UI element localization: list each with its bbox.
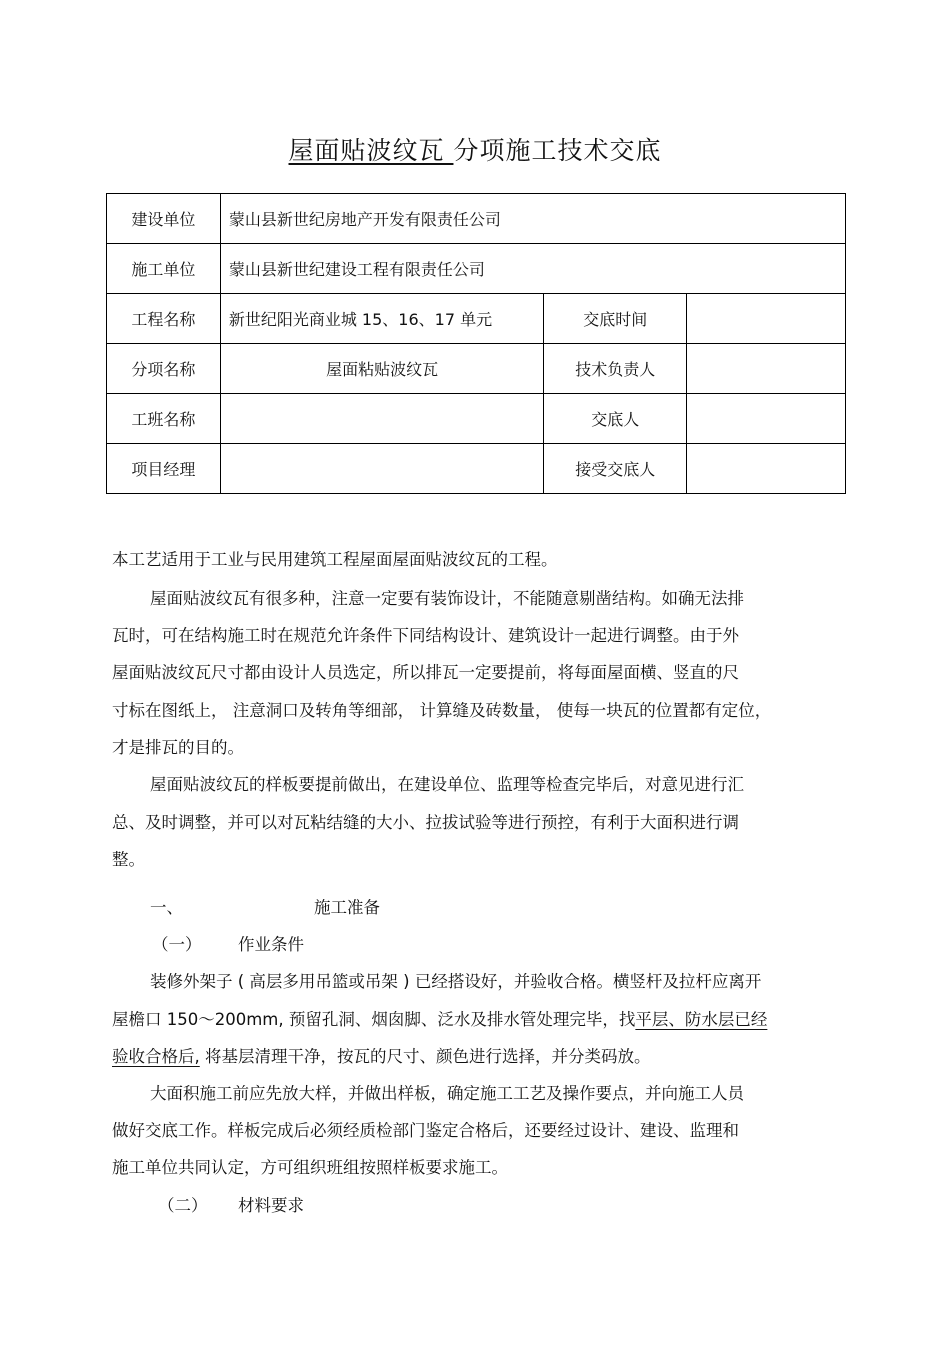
- label-builder-unit: 施工单位: [107, 244, 221, 294]
- paragraph-line: 屋面贴波纹瓦有很多种，注意一定要有装饰设计，不能随意剔凿结构。如确无法排: [150, 589, 744, 608]
- paragraph-line: 瓦时，可在结构施工时在规范允许条件下同结构设计、建筑设计一起进行调整。由于外: [112, 626, 739, 645]
- subsection-title: 作业条件: [238, 935, 304, 954]
- label-crew-name: 工班名称: [107, 394, 221, 444]
- paragraph-line: [112, 1043, 651, 1067]
- label-handover-person: 交底人: [544, 394, 687, 444]
- subsection-number: （二）: [158, 1196, 208, 1215]
- value-builder-unit: 蒙山县新世纪建设工程有限责任公司: [220, 244, 845, 294]
- value-project-name: 新世纪阳光商业城 15、16、17 单元: [220, 294, 544, 344]
- paragraph-line: 总、及时调整，并可以对瓦粘结缝的大小、拉拔试验等进行预控，有利于大面积进行调: [112, 813, 739, 832]
- paragraph-line: 寸标在图纸上， 注意洞口及转角等细部， 计算缝及砖数量， 使每一块瓦的位置都有定位，: [112, 701, 772, 720]
- section-title: 施工准备: [314, 898, 380, 917]
- label-project-name: 工程名称: [107, 294, 221, 344]
- paragraph-line: 才是排瓦的目的。: [112, 738, 244, 757]
- paragraph-line: 整。: [112, 850, 145, 869]
- title-underlined-part: 屋面贴波纹瓦: [288, 136, 454, 165]
- subsection-number: （一）: [152, 935, 202, 954]
- label-technical-lead: 技术负责人: [544, 344, 687, 394]
- label-subitem-name: 分项名称: [107, 344, 221, 394]
- paragraph-line: 屋面贴波纹瓦尺寸都由设计人员选定，所以排瓦一定要提前，将每面屋面横、竖直的尺: [112, 663, 739, 682]
- table-row: [107, 294, 846, 344]
- paragraph-line: [112, 1006, 767, 1030]
- paragraph-line: 本工艺适用于工业与民用建筑工程屋面屋面贴波纹瓦的工程。: [112, 550, 558, 569]
- title-rest: 分项施工技术交底: [453, 136, 662, 165]
- label-project-manager: 项目经理: [107, 444, 221, 494]
- label-handover-time: 交底时间: [544, 294, 687, 344]
- value-handover-time: [687, 294, 846, 344]
- paragraph-line: 大面积施工前应先放大样，并做出样板，确定施工工艺及操作要点，并向施工人员: [150, 1084, 744, 1103]
- paragraph-line: 装修外架子 ( 高层多用吊篮或吊架 ) 已经搭设好，并验收合格。横竖杆及拉杆应离开: [150, 972, 762, 991]
- value-technical-lead: [687, 344, 846, 394]
- value-subitem-name: 屋面粘贴波纹瓦: [220, 344, 544, 394]
- subsection-title: 材料要求: [238, 1196, 304, 1215]
- label-receiver: 接受交底人: [544, 444, 687, 494]
- value-construction-unit: 蒙山县新世纪房地产开发有限责任公司: [220, 194, 845, 244]
- table-row: [107, 194, 846, 244]
- table-row: [107, 394, 846, 444]
- value-handover-person: [687, 394, 846, 444]
- info-table: [106, 193, 846, 494]
- underlined-text: 平层、防水层已经: [635, 1010, 768, 1029]
- section-number: 一、: [150, 898, 183, 917]
- paragraph-line: 屋面贴波纹瓦的样板要提前做出，在建设单位、监理等检查完毕后，对意见进行汇: [150, 775, 744, 794]
- document-title: [0, 131, 950, 167]
- value-project-manager: [220, 444, 544, 494]
- value-receiver: [687, 444, 846, 494]
- label-construction-unit: 建设单位: [107, 194, 221, 244]
- value-crew-name: [220, 394, 544, 444]
- table-row: [107, 244, 846, 294]
- underlined-text: 验收合格后,: [112, 1047, 200, 1066]
- paragraph-line: 施工单位共同认定，方可组织班组按照样板要求施工。: [112, 1158, 508, 1177]
- table-row: [107, 344, 846, 394]
- text-segment: 屋檐口 150～200mm, 预留孔洞、烟囱脚、泛水及排水管处理完毕，找: [112, 1010, 636, 1029]
- table-row: [107, 444, 846, 494]
- text-segment: 将基层清理干净，按瓦的尺寸、颜色进行选择，并分类码放。: [199, 1047, 651, 1066]
- paragraph-line: 做好交底工作。样板完成后必须经质检部门鉴定合格后，还要经过设计、建设、监理和: [112, 1121, 739, 1140]
